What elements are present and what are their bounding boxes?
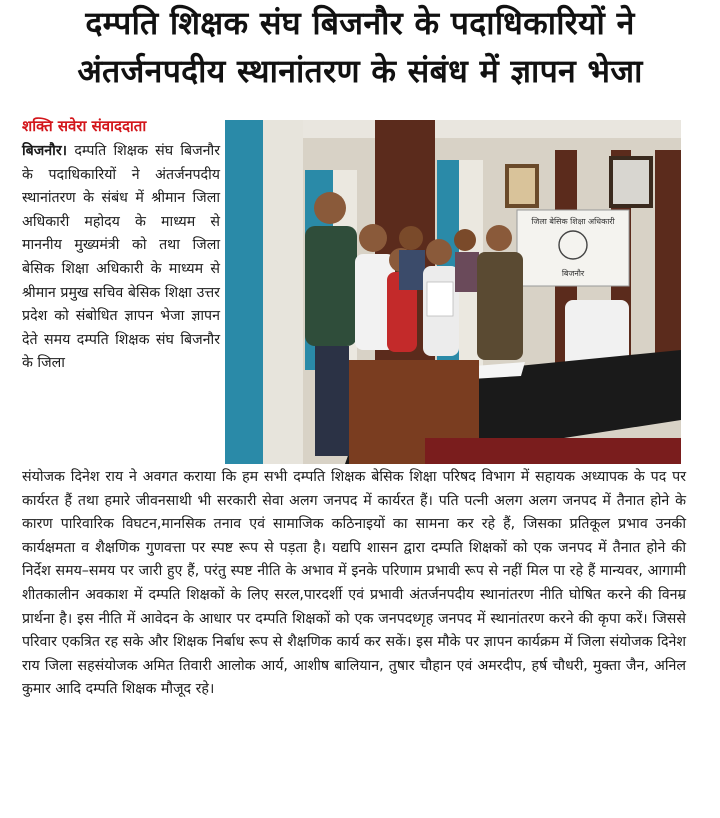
office-sign xyxy=(517,210,629,286)
sign-line-2: बिजनौर xyxy=(561,269,585,278)
news-photo xyxy=(225,120,681,464)
dateline: बिजनौर। xyxy=(22,143,68,159)
headline xyxy=(0,0,720,96)
sign-line-1: जिला बेसिक शिक्षा अधिकारी xyxy=(531,217,615,226)
lead-text: दम्पति शिक्षक संघ बिजनौर के पदाधिकारियों ने अंतर्जनपदीय स्थानांतरण के संबंध में श्रीमान जिला अधिकारी महोदय के माध्यम से माननीय मुख्यमंत्री को तथा जिला बेसिक शिक्षा अधिकारी के माध्यम से श्रीमान प्रमुख सचिव बेसिक शिक्षा उत्तर प्रदेश को संबोधित ज्ञापन भेजा ज्ञापन देते समय दम्पति शिक्षक संघ बिजनौर के जिला xyxy=(22,143,220,372)
photo-illustration xyxy=(225,120,681,464)
byline: शक्ति सवेरा संवाददाता xyxy=(22,117,147,135)
headline-line-2: अंतर्जनपदीय स्थानांतरण के संबंध में ज्ञापन भेजा xyxy=(77,52,643,90)
article-body: संयोजक दिनेश राय ने अवगत कराया कि हम सभी दम्पति शिक्षक बेसिक शिक्षा परिषद विभाग में सहायक अध्यापक के पद पर कार्यरत हैं तथा हमारे जीवनसाथी भी सरकारी सेवा अलग जनपद में कार्यरत हैं। पति पत्नी अलग अलग जनपद में तैनात होने के कारण पारिवारिक विघटन,मानसिक तनाव एवं सामाजिक कठिनाइयों का सामना कर रहे हैं, जिसका प्रतिकूल प्रभाव उनकी कार्यक्षमता व शैक्षणिक गुणवत्ता पर स्पष्ट रूप से पड़ता है। यद्यपि शासन द्वारा दम्पति शिक्षकों को एक जनपद में तैनात होने की निर्देश समय–समय पर जारी हुए हैं, परंतु स्पष्ट नीति के अभाव में इनके परिणाम प्रभावी रूप से नहीं मिल पा रहे हैं मान्यवर, आगामी शीतकालीन अवकाश में दम्पति शिक्षकों के लिए सरल,पारदर्शी एवं प्रभावी अंतर्जनपदीय स्थानांतरण नीति घोषित करने की विनम्र प्रार्थना है। इस नीति में आवेदन के आधार पर दम्पति शिक्षकों को एक जनपदध्गृह जनपद में स्थानांतरण करने की कृपा करें। जिससे परिवार एकत्रित रह सके और शिक्षक निर्बाध रूप से शैक्षणिक कार्य कर सकें। इस मौके पर ज्ञापन कार्यक्रम में जिला संयोजक दिनेश राय जिला सहसंयोजक अमित तिवारी आलोक आर्य, आशीष बालियान, तुषार चौहान एवं अमरदीप, हर्ष चौधरी, मुक्ता जैन, अनिल कुमार आदि दम्पति शिक्षक मौजूद रहे। xyxy=(22,469,686,698)
lead-column xyxy=(22,140,220,376)
headline-line-1: दम्पति शिक्षक संघ बिजनौर के पदाधिकारियों ने xyxy=(85,4,635,42)
